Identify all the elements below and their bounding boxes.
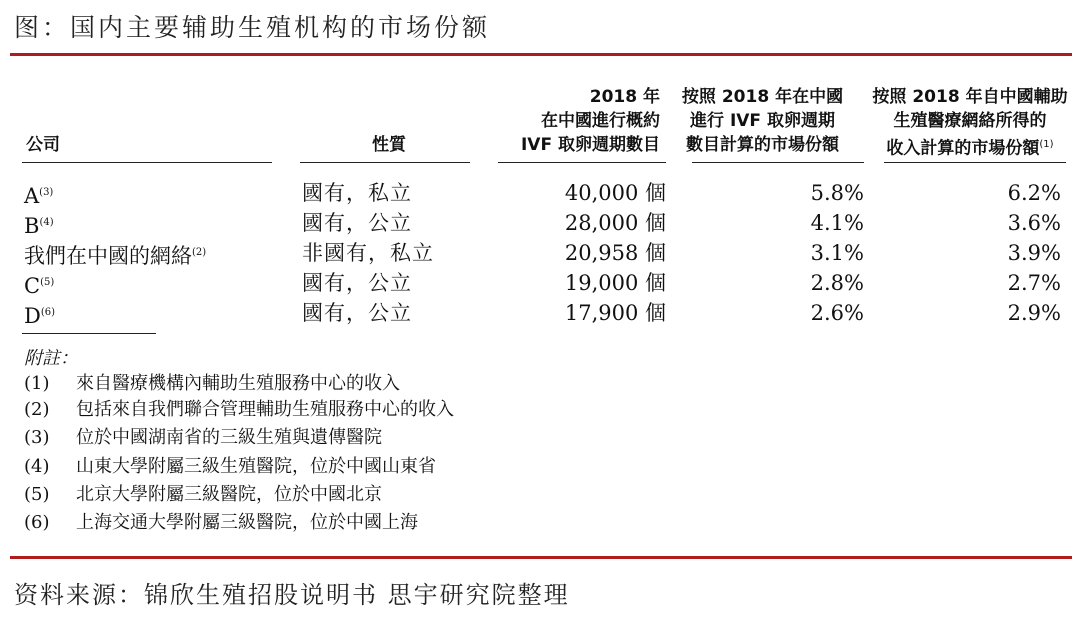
table-row: [0, 178, 1080, 208]
share-revenue-cell: 3.6%: [1007, 211, 1061, 235]
share-revenue-cell: 2.7%: [1007, 271, 1061, 295]
header-underline: [498, 162, 666, 163]
ivf-cell: 19,000 個: [564, 271, 666, 295]
nature-cell: 國有，公立: [302, 301, 412, 325]
header-ivf-cycles: 2018 年 在中國進行概約 IVF 取卵週期數目: [520, 87, 660, 155]
header-underline: [22, 162, 272, 163]
share-ivf-cell: 2.6%: [810, 301, 864, 325]
footnote-item: (1) 來自醫療機構內輔助生殖服務中心的收入: [24, 373, 400, 394]
nature-cell: 非國有，私立: [302, 241, 434, 265]
footnote-item: (2) 包括來自我們聯合管理輔助生殖服務中心的收入: [24, 399, 454, 420]
notes-heading: 附註：: [24, 348, 78, 369]
top-divider: [10, 53, 1072, 56]
header-share-ivf: 按照 2018 年在中國 進行 IVF 取卵週期 數目計算的市場份額: [681, 87, 844, 155]
table-row: [0, 298, 1080, 328]
share-ivf-cell: 2.8%: [810, 271, 864, 295]
table-row: [0, 208, 1080, 238]
nature-cell: 國有，公立: [302, 211, 412, 235]
company-cell: 我們在中國的網絡$^{(2)}$: [24, 244, 207, 268]
share-revenue-cell: 2.9%: [1007, 301, 1061, 325]
nature-cell: 國有，公立: [302, 271, 412, 295]
header-company: 公司: [26, 135, 60, 155]
share-ivf-cell: 5.8%: [810, 181, 864, 205]
share-revenue-cell: 3.9%: [1007, 241, 1061, 265]
table-row: [0, 268, 1080, 298]
header-footnote-ref: (1): [1039, 139, 1054, 150]
header-underline: [300, 162, 470, 163]
company-cell: $B^{(4)}$: [24, 214, 54, 238]
share-revenue-cell: 6.2%: [1007, 181, 1061, 205]
company-cell: $C^{(5)}$: [24, 274, 55, 298]
header-nature: 性質: [372, 135, 406, 155]
bottom-divider: [10, 556, 1072, 559]
footnote-item: (5) 北京大學附屬三級醫院，位於中國北京: [24, 484, 382, 505]
ivf-cell: 20,958 個: [564, 241, 666, 265]
footnote-item: (3) 位於中國湖南省的三級生殖與遺傳醫院: [24, 427, 382, 448]
nature-cell: 國有，私立: [302, 181, 412, 205]
ivf-cell: 40,000 個: [564, 181, 666, 205]
company-cell: $D^{(6)}$: [24, 304, 56, 328]
ivf-cell: 28,000 個: [564, 211, 666, 235]
source-note: 资料来源：锦欣生殖招股说明书 思宇研究院整理: [14, 581, 570, 609]
ivf-cell: 17,900 個: [564, 301, 666, 325]
share-ivf-cell: 3.1%: [810, 241, 864, 265]
table-row: [0, 238, 1080, 268]
header-underline: [692, 162, 864, 163]
header-underline: [884, 162, 1066, 163]
share-ivf-cell: 4.1%: [810, 211, 864, 235]
footnote-item: (6) 上海交通大學附屬三級醫院，位於中國上海: [24, 512, 418, 533]
figure-title: 图：国内主要辅助生殖机构的市场份额: [14, 13, 491, 42]
header-share-revenue: 按照 2018 年自中國輔助 生殖醫療網絡所得的 收入計算的市場份額$^{(1)}$: [872, 87, 1068, 159]
footnote-item: (4) 山東大學附屬三級生殖醫院，位於中國山東省: [24, 456, 436, 477]
footnote-divider: [22, 333, 156, 334]
company-cell: $A^{(3)}$: [24, 184, 54, 208]
